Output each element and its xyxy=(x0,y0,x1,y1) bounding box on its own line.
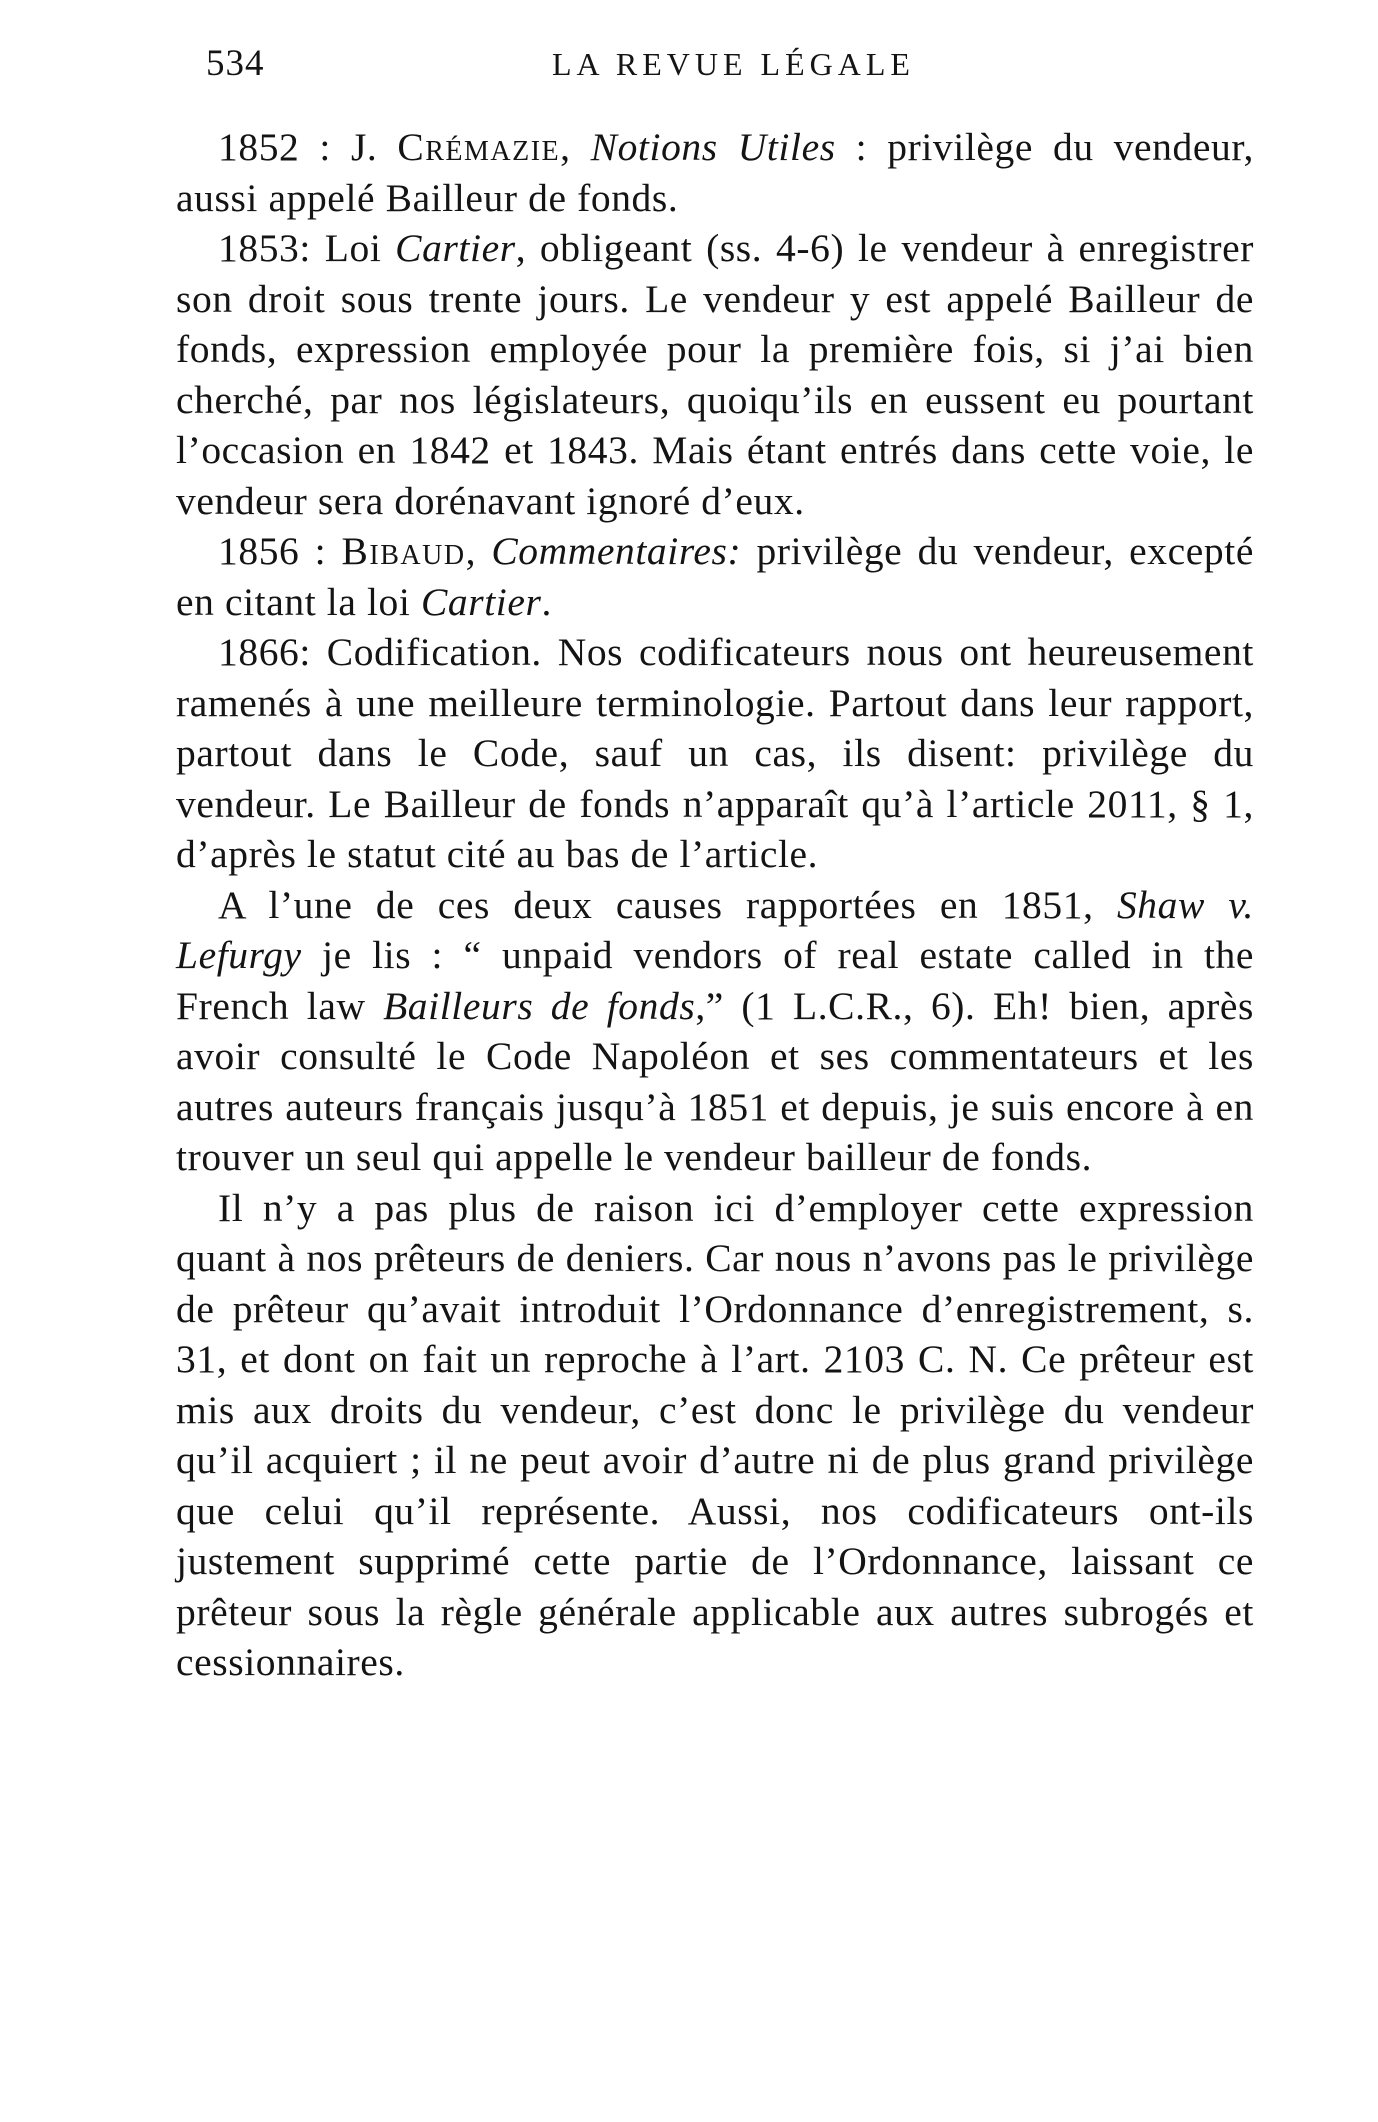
text-run: ,” (1 L.C.R., 6). Eh! bien, après avoir consulté le Code Napoléon et ses commentateurs et les autres auteurs français jusqu’à 1851 et depuis, je suis encore à en trouver un seul qui appelle le vendeur bailleur de fonds. xyxy=(176,983,1254,1179)
law-name: Cartier xyxy=(395,226,516,270)
text-run: 1866: Codification. Nos codificateurs nous ont heureusement ramenés à une meilleure terminologie. Partout dans leur rapport, partout dans le Code, sauf un cas, ils disent: privilège du vendeur. Le Bailleur de fonds n’apparaît qu’à l’article 2011, § 1, d’après le statut cité au bas de l’article. xyxy=(176,630,1254,876)
text-run: 1856 : xyxy=(218,529,342,573)
paragraph-1853 xyxy=(176,223,1254,526)
legal-term: Bailleurs de fonds xyxy=(383,983,696,1028)
text-run: 1852 : J. xyxy=(218,125,398,169)
text-run: Il n’y a pas plus de raison ici d’employer cette expression quant à nos prêteurs de deniers. Car nous n’avons pas le privilège de prêteur qu’avait introduit l’Ordonnance d’enregistrement, s. 31, et dont on fait un reproche à l’art. 2103 C. N. Ce prêteur est mis aux droits du vendeur, c’est donc le privilège du vendeur qu’il acquiert ; il ne peut avoir d’autre ni de plus grand privilège que celui qu’il représente. Aussi, nos codificateurs ont-ils justement supprimé cette partie de l’Ordonnance, laissant ce prêteur sous la règle générale applicable aux autres subrogés et cessionnaires. xyxy=(176,1185,1254,1684)
author-name: Crémazie xyxy=(397,125,561,169)
author-name: Bibaud xyxy=(341,529,466,573)
body-text xyxy=(176,122,1254,1688)
text-run: 1853: Loi xyxy=(218,226,396,270)
text-run: : privilège du vendeur, aussi appelé Bailleur de fonds. xyxy=(176,125,1254,220)
book-title: Notions Utiles xyxy=(590,125,836,169)
law-name: Cartier xyxy=(420,579,542,624)
text-run: , obligeant (ss. 4-6) le vendeur à enregistrer son droit sous trente jours. Le vendeur y est appelé Bailleur de fonds, expression employée pour la première fois, si j’ai bien cherché, par nos législateurs, quoiqu’ils en eussent eu pourtant l’occasion en 1842 et 1843. Mais étant entrés dans cette voie, le vendeur sera dorénavant ignoré d’eux. xyxy=(176,226,1254,523)
text-run: privilège du vendeur, excepté en citant la loi xyxy=(176,529,1254,624)
paragraph-1856 xyxy=(176,526,1254,627)
page-header xyxy=(206,42,1206,102)
text-run: . xyxy=(541,579,552,624)
paragraph-1866 xyxy=(176,627,1254,880)
paragraph-shaw-lefurgy xyxy=(176,880,1254,1183)
text-run: je lis : “ unpaid vendors of real estate called in the French law xyxy=(176,933,1254,1028)
text-run: , xyxy=(465,529,492,573)
case-name: Shaw v. Lefurgy xyxy=(176,882,1255,977)
running-title: LA REVUE LÉGALE xyxy=(552,46,915,82)
book-title: Commentaires: xyxy=(491,529,742,573)
text-run: , xyxy=(560,125,591,169)
page-number: 534 xyxy=(206,43,265,84)
text-run: A l’une de ces deux causes rapportées en 1851, xyxy=(218,882,1117,927)
paragraph-1852 xyxy=(176,122,1254,223)
paragraph-preteurs xyxy=(176,1183,1254,1688)
